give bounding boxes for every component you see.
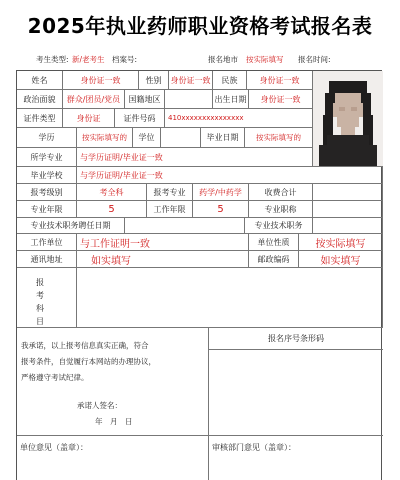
nationality-label: 国籍地区 (125, 90, 165, 109)
politics-label: 政治面貌 (17, 90, 63, 109)
barcode-label: 报名序号条形码 (209, 328, 383, 350)
nationality-value[interactable] (165, 90, 213, 109)
fee-label: 收费合计 (249, 184, 313, 201)
file-no-label: 档案号: (112, 55, 138, 64)
registration-form (16, 70, 382, 480)
region-label: 报名地市 (208, 55, 238, 64)
id-type-label: 证件类型 (17, 109, 63, 128)
pledge-line-1: 我承诺，以上报考信息真实正确，符合 (21, 341, 149, 350)
ethnicity-label: 民族 (213, 71, 247, 90)
grad-date-value[interactable]: 按实际填写的 (245, 128, 313, 148)
subjects-label-cell (17, 268, 77, 328)
education-label: 学历 (17, 128, 77, 148)
category-value[interactable]: 药学/中药学 (193, 184, 249, 201)
pledge-text (21, 338, 156, 386)
applicant-photo (313, 71, 383, 167)
education-value[interactable]: 按实际填写的 (77, 128, 133, 148)
category-label: 报考专业 (147, 184, 193, 201)
unit-nature-label: 单位性质 (249, 234, 299, 251)
level-value[interactable]: 考全科 (77, 184, 147, 201)
unit-nature-value[interactable]: 按实际填写 (299, 234, 383, 251)
region-value: 按实际填写 (246, 55, 284, 64)
exam-type-label: 考生类型: (36, 55, 69, 64)
employer-label: 工作单位 (17, 234, 77, 251)
work-years-label: 工作年限 (147, 201, 193, 218)
tech-post-label: 专业技术职务 (245, 218, 313, 234)
tech-date-value[interactable] (125, 218, 245, 234)
years-value[interactable]: 5 (77, 201, 147, 218)
unit-opinion: 单位意见（盖章）： (17, 436, 209, 480)
degree-value[interactable] (161, 128, 201, 148)
fee-value[interactable] (313, 184, 383, 201)
grad-date-label: 毕业日期 (201, 128, 245, 148)
signer-label: 承诺人签名： (77, 401, 122, 410)
work-years-value[interactable]: 5 (193, 201, 249, 218)
employer-value[interactable]: 与工作证明一致 (77, 234, 249, 251)
id-type-value[interactable]: 身份证 (63, 109, 115, 128)
page-title: 2025年执业药师职业资格考试报名表 (27, 14, 373, 38)
name-value[interactable]: 身份证一致 (63, 71, 139, 90)
school-value[interactable]: 与学历证明/毕业证一致 (77, 167, 383, 184)
level-label: 报考级别 (17, 184, 77, 201)
tech-date-label: 专业技术职务聘任日期 (17, 218, 125, 234)
gender-value[interactable]: 身份证一致 (169, 71, 213, 90)
postcode-value[interactable]: 如实填写 (299, 251, 383, 268)
address-value[interactable]: 如实填写 (77, 251, 249, 268)
address-label: 通讯地址 (17, 251, 77, 268)
school-label: 毕业学校 (17, 167, 77, 184)
postcode-label: 邮政编码 (249, 251, 299, 268)
date-label: 年 月 日 (95, 417, 133, 426)
subjects-label: 报 考 科 目 (36, 278, 44, 326)
major-value[interactable]: 与学历证明/毕业证一致 (77, 148, 313, 167)
apply-time-label: 报名时间: (298, 55, 331, 64)
subjects-value[interactable] (77, 268, 383, 328)
review-opinion: 审核部门意见（盖章）： (209, 436, 383, 480)
title-label: 专业职称 (249, 201, 313, 218)
ethnicity-value[interactable]: 身份证一致 (247, 71, 313, 90)
title-value[interactable] (313, 201, 383, 218)
gender-label: 性别 (139, 71, 169, 90)
info-line (0, 54, 400, 70)
major-label: 所学专业 (17, 148, 77, 167)
degree-label: 学位 (133, 128, 161, 148)
barcode-area (209, 350, 383, 436)
pledge-line-3: 严格遵守考试纪律。 (21, 373, 89, 382)
exam-type-value: 新/老考生 (72, 55, 105, 64)
id-no-value[interactable]: 410xxxxxxxxxxxxxxx (165, 109, 313, 128)
id-no-label: 证件号码 (115, 109, 165, 128)
birth-value[interactable]: 身份证一致 (249, 90, 313, 109)
years-label: 专业年限 (17, 201, 77, 218)
birth-label: 出生日期 (213, 90, 249, 109)
politics-value[interactable]: 群众/团员/党员 (63, 90, 125, 109)
pledge-cell (17, 328, 209, 436)
portrait-photo-icon (313, 71, 383, 167)
tech-post-value[interactable] (313, 218, 383, 234)
pledge-line-2: 报考条件，自觉履行本网站的办理协议， (21, 357, 156, 366)
name-label: 姓名 (17, 71, 63, 90)
